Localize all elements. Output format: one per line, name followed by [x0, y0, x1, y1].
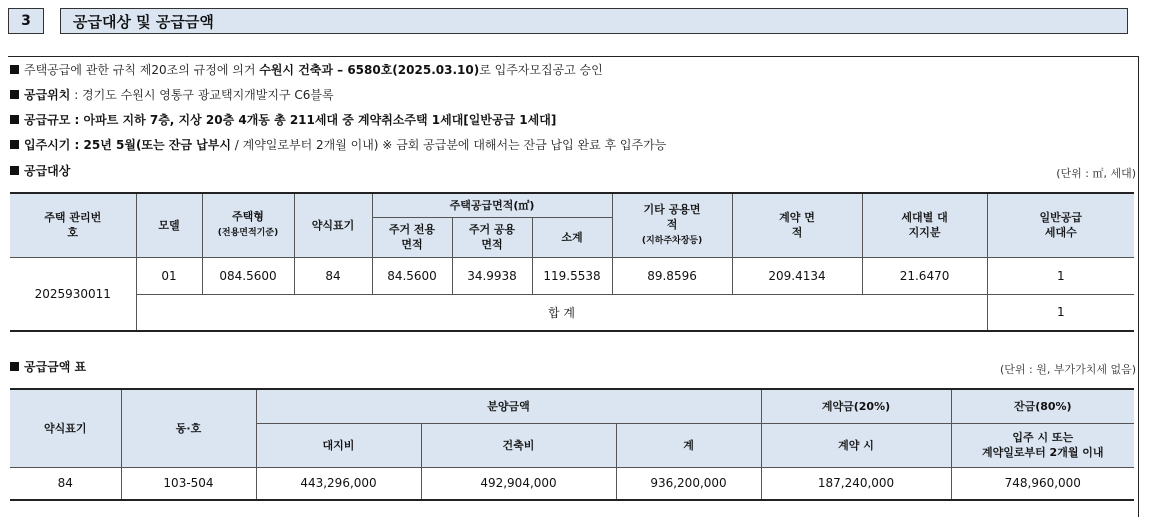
section-title: 공급대상 및 공급금액 [60, 8, 1128, 34]
col-dong-ho: 동·호 [121, 389, 256, 467]
col-mgmt-no: 주택 관리번호 [10, 193, 136, 257]
cell-subtotal: 119.5538 [532, 257, 612, 294]
table-row [10, 467, 1134, 500]
cell-contract-area: 209.4134 [732, 257, 862, 294]
cell-dong-ho: 103-504 [121, 467, 256, 500]
table-row [10, 257, 1134, 294]
bullet-square-icon [10, 90, 19, 99]
approval-line: 주택공급에 관한 규칙 제20조의 규정에 의거 수원시 건축과 – 6580호(2025.03.10)로 입주자모집공고 승인 [10, 62, 603, 78]
supply-target-unit: (단위 : ㎡, 세대) [1056, 167, 1136, 180]
col-land: 대지비 [256, 423, 421, 467]
col-deposit-when: 계약 시 [761, 423, 951, 467]
col-total: 계 [616, 423, 761, 467]
section-number: 3 [8, 8, 44, 34]
cell-exclusive: 84.5600 [372, 257, 452, 294]
col-exclusive: 주거 전용면적 [372, 217, 452, 257]
col-balance-when: 입주 시 또는 계약일로부터 2개월 이내 [951, 423, 1134, 467]
supply-target-heading: 공급대상 [10, 163, 70, 179]
col-model: 모델 [136, 193, 202, 257]
cell-abbr: 84 [294, 257, 372, 294]
cell-total: 936,200,000 [616, 467, 761, 500]
col-land-share: 세대별 대지지분 [862, 193, 987, 257]
location-line: 공급위치 : 경기도 수원시 영통구 광교택지개발지구 C6블록 [10, 87, 334, 103]
bullet-square-icon [10, 362, 19, 371]
supply-price-table [10, 388, 1134, 501]
move-in-line: 입주시기 : 25년 5월(또는 잔금 납부시 / 계약일로부터 2개월 이내) ※ 금회 공급분에 대해서는 잔금 납입 완료 후 입주가능 [10, 137, 666, 153]
cell-mgmt-no: 2025930011 [10, 257, 136, 331]
section-header [8, 8, 1128, 34]
col-subtotal: 소계 [532, 217, 612, 257]
cell-land: 443,296,000 [256, 467, 421, 500]
col-common: 주거 공용면적 [452, 217, 532, 257]
bullet-square-icon [10, 115, 19, 124]
supply-target-table [10, 192, 1134, 332]
cell-abbr: 84 [10, 467, 121, 500]
col-other-common: 기타 공용면적 (지하주차장등) [612, 193, 732, 257]
cell-house-type: 084.5600 [202, 257, 294, 294]
col-abbr: 약식표기 [294, 193, 372, 257]
col-general-units: 일반공급 세대수 [987, 193, 1134, 257]
total-row [10, 294, 1134, 331]
total-value: 1 [987, 294, 1134, 331]
col-building: 건축비 [421, 423, 616, 467]
bullet-square-icon [10, 65, 19, 74]
scale-line: 공급규모 : 아파트 지하 7층, 지상 20층 4개동 총 211세대 중 계약취소주택 1세대[일반공급 1세대] [10, 112, 556, 128]
col-supply-area: 주택공급면적(㎡) [372, 193, 612, 217]
cell-model: 01 [136, 257, 202, 294]
bullet-square-icon [10, 140, 19, 149]
col-contract-area: 계약 면적 [732, 193, 862, 257]
cell-other-common: 89.8596 [612, 257, 732, 294]
supply-price-heading: 공급금액 표 [10, 359, 86, 375]
supply-price-unit: (단위 : 원, 부가가치세 없음) [999, 363, 1136, 376]
col-deposit: 계약금(20%) [761, 389, 951, 423]
cell-building: 492,904,000 [421, 467, 616, 500]
cell-deposit: 187,240,000 [761, 467, 951, 500]
col-abbr: 약식표기 [10, 389, 121, 467]
cell-general-units: 1 [987, 257, 1134, 294]
cell-balance: 748,960,000 [951, 467, 1134, 500]
total-label: 합 계 [136, 294, 987, 331]
col-sale-price: 분양금액 [256, 389, 761, 423]
cell-common: 34.9938 [452, 257, 532, 294]
cell-land-share: 21.6470 [862, 257, 987, 294]
bullet-square-icon [10, 166, 19, 175]
col-balance: 잔금(80%) [951, 389, 1134, 423]
col-house-type: 주택형 (전용면적기준) [202, 193, 294, 257]
